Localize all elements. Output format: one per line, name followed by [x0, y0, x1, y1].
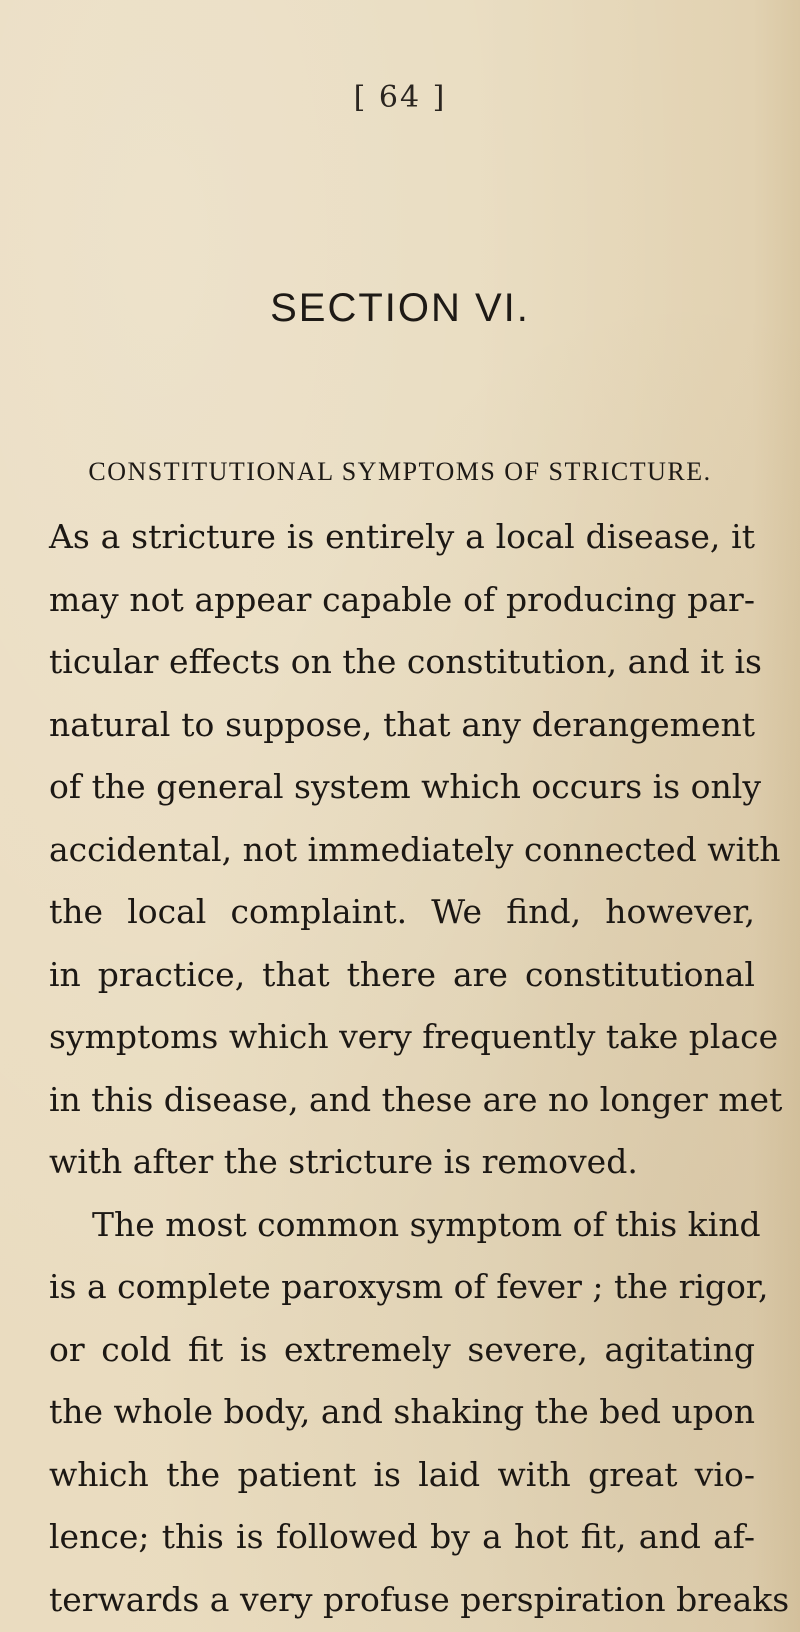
paragraph-1	[49, 506, 783, 1194]
text-line: is a complete paroxysm of fever ; the rigor,	[49, 1267, 769, 1306]
text-line: As a stricture is entirely a local disease, it	[49, 517, 755, 556]
text-line: in practice, that there are constitutional	[49, 954, 755, 994]
section-heading: SECTION VI.	[270, 286, 530, 330]
text-line: the local complaint. We find, however,	[49, 892, 755, 931]
text-line: terwards a very profuse perspiration breaks	[49, 1579, 790, 1619]
paragraph-2	[49, 1194, 790, 1632]
text-line: in this disease, and these are no longer met	[49, 1079, 783, 1119]
text-line: which the patient is laid with great vio-	[49, 1454, 755, 1494]
text-line: symptoms which very frequently take place	[49, 1017, 779, 1056]
chapter-subheading: CONSTITUTIONAL SYMPTOMS OF STRICTURE.	[88, 457, 712, 486]
text-line: with after the stricture is removed.	[49, 1142, 638, 1181]
text-line: of the general system which occurs is only	[49, 767, 761, 806]
text-line: may not appear capable of producing par-	[49, 579, 755, 619]
text-line: natural to suppose, that any derangement	[49, 704, 755, 744]
text-line: The most common symptom of this kind	[92, 1204, 761, 1244]
text-line: lence; this is followed by a hot fit, and af-	[49, 1517, 755, 1556]
page-number: [ 64 ]	[353, 80, 447, 115]
body-text	[49, 506, 790, 1631]
text-line: the whole body, and shaking the bed upon	[49, 1392, 755, 1431]
text-line: ticular effects on the constitution, and it is	[49, 642, 762, 681]
text-line: or cold fit is extremely severe, agitating	[49, 1329, 755, 1369]
text-line: accidental, not immediately connected with	[49, 829, 781, 869]
